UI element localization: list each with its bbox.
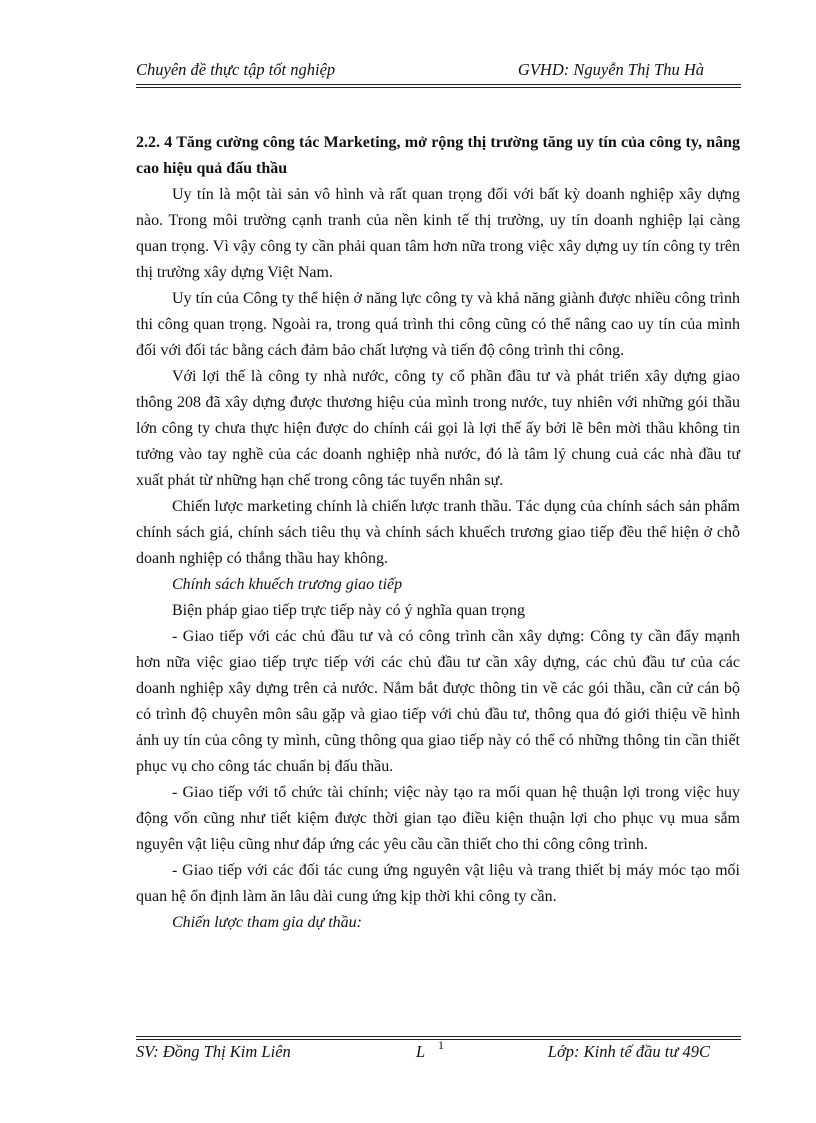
subheading-2: Chiến lược tham gia dự thầu: xyxy=(172,914,362,931)
paragraph-2: Uy tín của Công ty thể hiện ở năng lực công ty và khả năng giành được nhiều công trình thi công quan trọng. Ngoài ra, trong quá trình thi công cũng có thể nâng cao uy tín của mình đối với đối tác bằng cách đảm bảo chất lượng và tiến độ công trình thi công. xyxy=(136,290,740,359)
header-supervisor: GVHD: Nguyễn Thị Thu Hà xyxy=(517,60,704,79)
paragraph-3: Với lợi thế là công ty nhà nước, công ty cổ phần đầu tư và phát triển xây dựng giao thông 208 đã xây dựng được thương hiệu của mình trong nước, tuy nhiên với những gói thầu lớn công ty chưa thực hiện được do chính cái gọi là lợi thế ấy bởi lẽ bên mời thầu không tin tưởng vào tay nghề của các doanh nghiệp nhà nước, đó là tâm lý chung cuả các nhà đầu tư xuất phát từ những hạn chế trong công tác tuyển nhân sự. xyxy=(136,368,740,489)
paragraph-1: Uy tín là một tài sản vô hình và rất quan trọng đối với bất kỳ doanh nghiệp xây dựng nào. Trong môi trường cạnh tranh của nền kinh tế thị trường, uy tín doanh nghiệp lại càng quan trọng. Vì vậy công ty cần phải quan tâm hơn nữa trong việc xây dựng uy tín công ty trên thị trường xây dựng Việt Nam. xyxy=(136,186,740,281)
footer-mark: L xyxy=(416,1042,426,1061)
footer-class: Lớp: Kinh tế đầu tư 49C xyxy=(547,1042,710,1061)
page-content xyxy=(136,130,740,936)
paragraph-7: - Giao tiếp với tổ chức tài chính; việc này tạo ra mối quan hệ thuận lợi trong việc huy động vốn cũng như tiết kiệm được thời gian tạo điều kiện thuận lợi cho phục vụ mua sắm nguyên vật liệu cũng như đáp ứng các yêu cầu cần thiết cho thi công công trình. xyxy=(136,784,740,853)
header-title: Chuyên đề thực tập tốt nghiệp xyxy=(136,60,336,79)
subheading-1: Chính sách khuếch trương giao tiếp xyxy=(172,576,403,593)
footer-rule-thin xyxy=(136,1036,741,1037)
paragraph-8: - Giao tiếp với các đối tác cung ứng nguyên vật liệu và trang thiết bị máy móc tạo mối quan hệ ổn định làm ăn lâu dài cung ứng kịp thời khi công ty cần. xyxy=(136,862,740,905)
page-number: 1 xyxy=(438,1038,444,1052)
footer-student: SV: Đồng Thị Kim Liên xyxy=(136,1042,291,1061)
header-rule-thin xyxy=(136,87,741,88)
paragraph-4: Chiến lược marketing chính là chiến lược tranh thầu. Tác dụng của chính sách sản phẩm chính sách giá, chính sách tiêu thụ và chính sách khuếch trương giao tiếp đều thể hiện ở chỗ doanh nghiệp có thắng thầu hay không. xyxy=(136,498,740,567)
page-footer xyxy=(136,1038,740,1066)
page-header xyxy=(136,58,740,84)
paragraph-5: Biện pháp giao tiếp trực tiếp này có ý nghĩa quan trọng xyxy=(172,602,526,619)
paragraph-6: - Giao tiếp với các chủ đầu tư và có công trình cần xây dựng: Công ty cần đẩy mạnh hơn nữa việc giao tiếp trực tiếp với các chủ đầu tư cần xây dựng, các chủ đầu tư của các doanh nghiệp xây dựng trên cả nước. Nắm bắt được thông tin về các gói thầu, cần cử cán bộ có trình độ chuyên môn sâu gặp và giao tiếp với chủ đầu tư, thông qua đó giới thiệu về hình ảnh uy tín của công ty mình, cũng thông qua giao tiếp này có thể có những thông tin cần thiết phục vụ cho công tác chuẩn bị đấu thầu. xyxy=(136,628,740,775)
section-heading: 2.2. 4 Tăng cường công tác Marketing, mở rộng thị trường tăng uy tín của công ty, nâng cao hiệu quả đấu thầu xyxy=(136,134,740,177)
header-rule-thick xyxy=(136,84,741,85)
